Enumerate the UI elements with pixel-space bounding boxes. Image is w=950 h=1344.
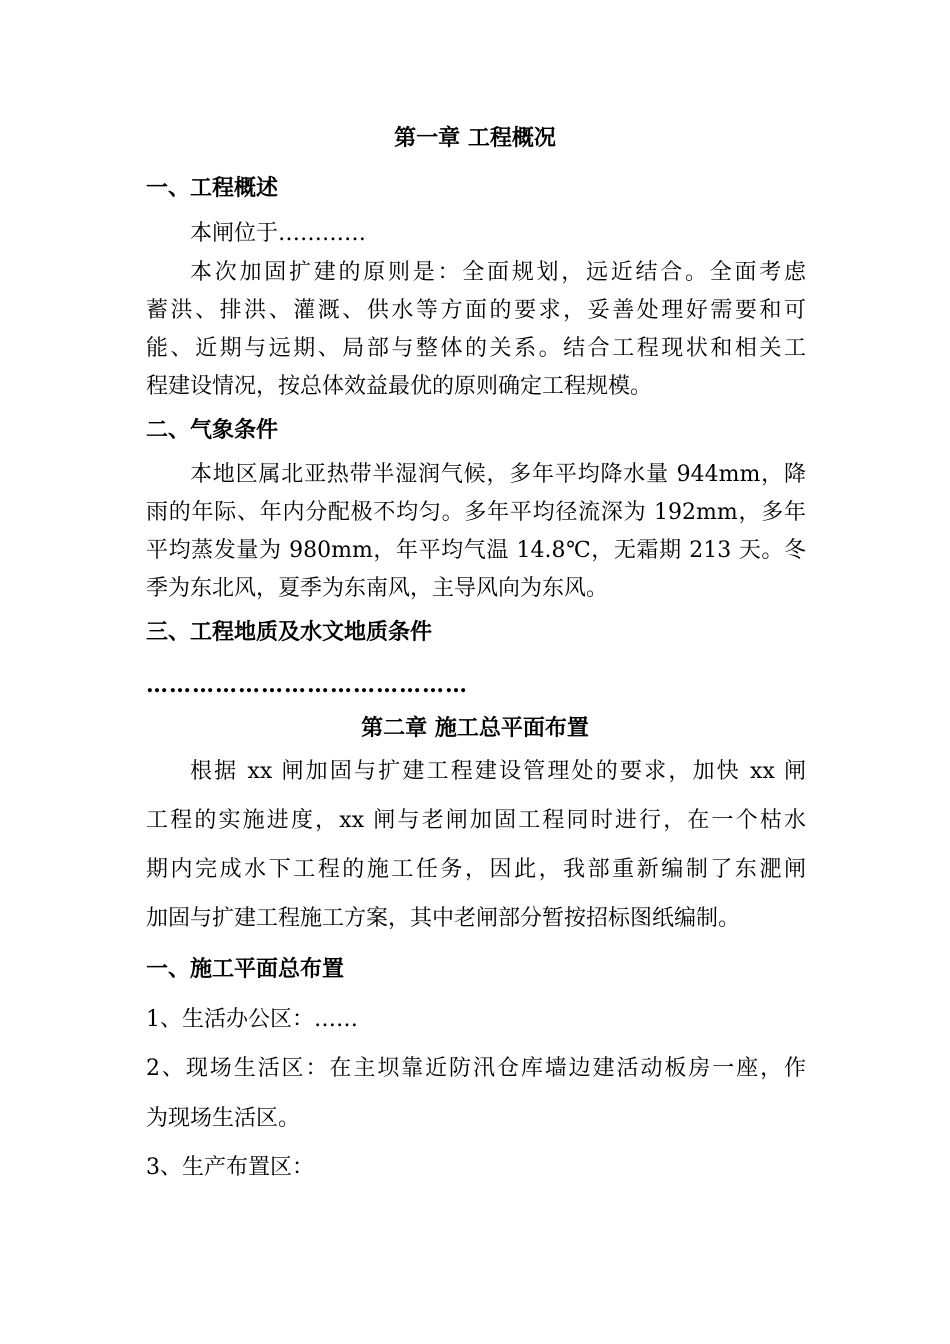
paragraph-line: 雨的年际、年内分配极不均匀。多年平均径流深为 192mm，多年 (146, 500, 806, 525)
list-item: 2、现场生活区：在主坝靠近防汛仓库墙边建活动板房一座，作 (146, 1056, 806, 1081)
chapter1-title: 第一章 工程概况 (394, 126, 556, 151)
ellipsis-line: …………………………………… (146, 672, 468, 698)
paragraph-line: 能、近期与远期、局部与整体的关系。结合工程现状和相关工 (146, 336, 806, 361)
paragraph-line: 期内完成水下工程的施工任务，因此，我部重新编制了东淝闸 (146, 857, 806, 882)
section1-heading: 一、工程概述 (146, 176, 279, 201)
location-line: 本闸位于………… (190, 221, 367, 246)
chapter2-section1-heading: 一、施工平面总布置 (146, 957, 345, 982)
paragraph-line: 工程的实施进度，xx 闸与老闸加固工程同时进行，在一个枯水 (146, 808, 806, 833)
list-item: 3、生产布置区： (146, 1155, 314, 1180)
paragraph-line: 平均蒸发量为 980mm，年平均气温 14.8℃，无霜期 213 天。冬 (146, 538, 806, 563)
section2-heading: 二、气象条件 (146, 418, 279, 443)
paragraph-line: 季为东北风，夏季为东南风，主导风向为东风。 (146, 576, 609, 601)
paragraph-line: 根据 xx 闸加固与扩建工程建设管理处的要求，加快 xx 闸 (190, 759, 806, 784)
paragraph-line: 程建设情况，按总体效益最优的原则确定工程规模。 (146, 374, 653, 399)
chapter2-title: 第二章 施工总平面布置 (361, 716, 589, 741)
section3-heading: 三、工程地质及水文地质条件 (146, 620, 433, 645)
list-item: 1、生活办公区：…… (146, 1007, 358, 1032)
paragraph-line: 本次加固扩建的原则是：全面规划，远近结合。全面考虑 (190, 260, 806, 285)
paragraph-line: 蓄洪、排洪、灌溉、供水等方面的要求，妥善处理好需要和可 (146, 298, 806, 323)
paragraph-line: 加固与扩建工程施工方案，其中老闸部分暂按招标图纸编制。 (146, 906, 741, 931)
list-item: 为现场生活区。 (146, 1106, 301, 1131)
paragraph-line: 本地区属北亚热带半湿润气候，多年平均降水量 944mm，降 (190, 462, 806, 487)
